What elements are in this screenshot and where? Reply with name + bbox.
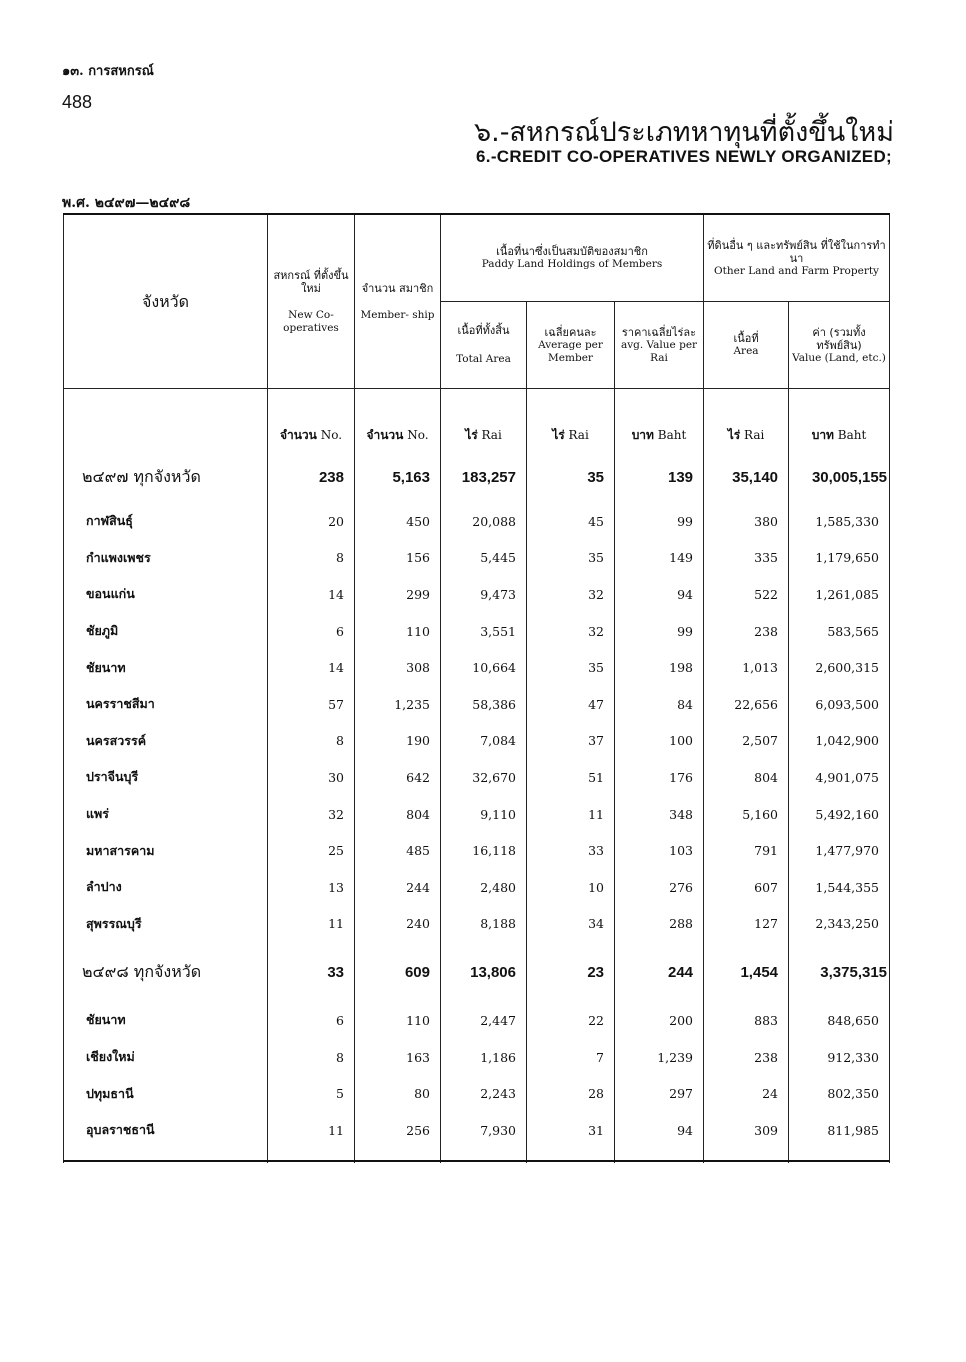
- membership-header: [355, 214, 441, 389]
- value-cell: 1,261,085: [789, 576, 890, 613]
- value-cell: 31: [527, 1112, 615, 1163]
- value-cell: 335: [704, 540, 789, 577]
- avg-member-header-en: Average per Member: [538, 338, 603, 364]
- value-cell: 2,600,315: [789, 649, 890, 686]
- value-cell: 848,650: [789, 1002, 890, 1039]
- value-cell: 10,664: [441, 649, 527, 686]
- value-cell: 791: [704, 832, 789, 869]
- spacer-cell: [355, 389, 441, 420]
- province-name: ชัยภูมิ: [64, 613, 268, 650]
- credit-cooperatives-table: [63, 213, 890, 1163]
- value-cell: 240: [355, 906, 441, 943]
- value-cell: 16,118: [441, 832, 527, 869]
- year-total-row: [64, 451, 890, 503]
- value-cell: 485: [355, 832, 441, 869]
- avg-value-header-en: avg. Value per Rai: [620, 338, 698, 364]
- value-cell: 8: [268, 723, 355, 760]
- value-cell: 11: [268, 906, 355, 943]
- value-cell: 288: [615, 906, 704, 943]
- other-group-header-en: Other Land and Farm Property: [714, 264, 879, 277]
- value-header-thai: ค่า (รวมทั้ง ทรัพย์สิน): [812, 325, 866, 352]
- value-cell: 25: [268, 832, 355, 869]
- unit-en: Rai: [744, 427, 765, 442]
- units-blank-cell: [64, 419, 268, 451]
- value-cell: 11: [527, 796, 615, 833]
- province-row: [64, 906, 890, 943]
- value-cell: 34: [527, 906, 615, 943]
- province-row: [64, 1075, 890, 1112]
- province-name: แพร่: [64, 796, 268, 833]
- total-value-cell: 3,375,315: [789, 942, 890, 1002]
- value-cell: 32,670: [441, 759, 527, 796]
- value-header-en: Value (Land, etc.): [792, 351, 886, 364]
- value-cell: 35: [527, 540, 615, 577]
- unit-en: Rai: [481, 427, 502, 442]
- value-cell: 804: [355, 796, 441, 833]
- province-name: ปทุมธานี: [64, 1075, 268, 1112]
- value-cell: 309: [704, 1112, 789, 1163]
- total-value-cell: 13,806: [441, 942, 527, 1002]
- unit-thai: ไร่: [465, 427, 478, 442]
- total-value-cell: 244: [615, 942, 704, 1002]
- unit-thai: จำนวน: [366, 427, 404, 442]
- total-value-cell: 1,454: [704, 942, 789, 1002]
- value-cell: 99: [615, 503, 704, 540]
- value-cell: 110: [355, 1002, 441, 1039]
- unit-cell: [527, 419, 615, 451]
- province-name: ขอนแก่น: [64, 576, 268, 613]
- value-cell: 20,088: [441, 503, 527, 540]
- province-row: [64, 503, 890, 540]
- spacer-cell: [268, 389, 355, 420]
- province-name: ชัยนาท: [64, 649, 268, 686]
- total-area-header-en: Total Area: [456, 353, 511, 365]
- value-cell: 5,445: [441, 540, 527, 577]
- province-row: [64, 869, 890, 906]
- value-cell: 3,551: [441, 613, 527, 650]
- total-value-cell: 35,140: [704, 451, 789, 503]
- province-row: [64, 759, 890, 796]
- other-group-header-thai: ที่ดินอื่น ๆ และทรัพย์สิน ที่ใช้ในการทำนา: [707, 238, 886, 265]
- value-cell: 99: [615, 613, 704, 650]
- value-cell: 10: [527, 869, 615, 906]
- paddy-group-header-thai: เนื้อที่นาซึ่งเป็นสมบัติของสมาชิก: [496, 245, 648, 258]
- unit-thai: บาท: [631, 427, 654, 442]
- spacer-cell: [615, 389, 704, 420]
- value-cell: 1,186: [441, 1039, 527, 1076]
- value-cell: 47: [527, 686, 615, 723]
- value-cell: 14: [268, 649, 355, 686]
- province-row: [64, 832, 890, 869]
- province-name: กำแพงเพชร: [64, 540, 268, 577]
- value-cell: 2,480: [441, 869, 527, 906]
- new-coops-header-en: New Co- operatives: [283, 308, 339, 334]
- value-cell: 299: [355, 576, 441, 613]
- value-cell: 30: [268, 759, 355, 796]
- value-cell: 5,160: [704, 796, 789, 833]
- value-cell: 100: [615, 723, 704, 760]
- value-cell: 51: [527, 759, 615, 796]
- value-cell: 20: [268, 503, 355, 540]
- value-cell: 6: [268, 1002, 355, 1039]
- value-cell: 13: [268, 869, 355, 906]
- title-english: 6.-CREDIT CO-OPERATIVES NEWLY ORGANIZED;: [476, 147, 892, 166]
- value-cell: 149: [615, 540, 704, 577]
- value-cell: 127: [704, 906, 789, 943]
- paddy-group-header-en: Paddy Land Holdings of Members: [481, 258, 663, 270]
- province-row: [64, 796, 890, 833]
- total-area-header-thai: เนื้อที่ทั้งสิ้น: [457, 324, 510, 337]
- value-cell: 84: [615, 686, 704, 723]
- value-cell: 450: [355, 503, 441, 540]
- value-cell: 14: [268, 576, 355, 613]
- value-cell: 176: [615, 759, 704, 796]
- province-name: ชัยนาท: [64, 1002, 268, 1039]
- value-cell: 94: [615, 576, 704, 613]
- value-cell: 6,093,500: [789, 686, 890, 723]
- province-row: [64, 1039, 890, 1076]
- total-value-cell: 183,257: [441, 451, 527, 503]
- unit-cell: [355, 419, 441, 451]
- avg-value-header: [615, 302, 704, 389]
- province-row: [64, 649, 890, 686]
- value-cell: 5,492,160: [789, 796, 890, 833]
- value-cell: 238: [704, 613, 789, 650]
- total-value-cell: 23: [527, 942, 615, 1002]
- value-cell: 190: [355, 723, 441, 760]
- value-cell: 1,239: [615, 1039, 704, 1076]
- value-cell: 583,565: [789, 613, 890, 650]
- value-cell: 238: [704, 1039, 789, 1076]
- membership-header-thai: จำนวน สมาชิก: [361, 281, 434, 295]
- spacer-cell: [704, 389, 789, 420]
- value-cell: 811,985: [789, 1112, 890, 1163]
- spacer-cell: [527, 389, 615, 420]
- value-cell: 1,477,970: [789, 832, 890, 869]
- value-cell: 607: [704, 869, 789, 906]
- area-header-en: Area: [733, 345, 759, 357]
- province-name: ลำปาง: [64, 869, 268, 906]
- value-cell: 802,350: [789, 1075, 890, 1112]
- spacer-row: [64, 389, 890, 420]
- value-cell: 2,447: [441, 1002, 527, 1039]
- unit-en: No.: [320, 427, 343, 442]
- value-cell: 94: [615, 1112, 704, 1163]
- value-cell: 7: [527, 1039, 615, 1076]
- unit-en: No.: [407, 427, 429, 442]
- table-bottom-rule: [63, 1160, 889, 1162]
- value-cell: 35: [527, 649, 615, 686]
- province-name: สุพรรณบุรี: [64, 906, 268, 943]
- total-area-header: [441, 302, 527, 389]
- value-cell: 198: [615, 649, 704, 686]
- value-cell: 2,343,250: [789, 906, 890, 943]
- total-value-cell: 30,005,155: [789, 451, 890, 503]
- value-cell: 11: [268, 1112, 355, 1163]
- total-value-cell: 5,163: [355, 451, 441, 503]
- value-cell: 8: [268, 1039, 355, 1076]
- province-name: กาฬสินธุ์: [64, 503, 268, 540]
- year-range: พ.ศ. ๒๔๙๗—๒๔๙๘: [62, 195, 191, 211]
- value-cell: 163: [355, 1039, 441, 1076]
- value-cell: 380: [704, 503, 789, 540]
- value-cell: 1,544,355: [789, 869, 890, 906]
- other-group-header: [704, 214, 890, 302]
- area-header: [704, 302, 789, 389]
- value-cell: 1,585,330: [789, 503, 890, 540]
- value-cell: 32: [527, 576, 615, 613]
- province-row: [64, 1002, 890, 1039]
- value-cell: 8,188: [441, 906, 527, 943]
- unit-thai: ไร่: [727, 427, 741, 442]
- table-header: [64, 214, 890, 389]
- unit-cell: [704, 419, 789, 451]
- unit-en: Baht: [837, 427, 867, 442]
- value-cell: 1,042,900: [789, 723, 890, 760]
- value-cell: 912,330: [789, 1039, 890, 1076]
- paddy-group-header: [441, 214, 704, 302]
- year-total-label: ๒๔๙๘ ทุกจังหวัด: [64, 942, 268, 1002]
- unit-en: Rai: [568, 427, 589, 442]
- value-cell: 804: [704, 759, 789, 796]
- value-cell: 110: [355, 613, 441, 650]
- value-cell: 80: [355, 1075, 441, 1112]
- table-body: [64, 389, 890, 1163]
- value-cell: 276: [615, 869, 704, 906]
- value-cell: 308: [355, 649, 441, 686]
- value-cell: 297: [615, 1075, 704, 1112]
- value-cell: 37: [527, 723, 615, 760]
- value-cell: 348: [615, 796, 704, 833]
- province-row: [64, 576, 890, 613]
- new-coops-header-thai: สหกรณ์ ที่ตั้งขึ้นใหม่: [273, 268, 349, 295]
- total-value-cell: 139: [615, 451, 704, 503]
- value-cell: 883: [704, 1002, 789, 1039]
- unit-cell: [268, 419, 355, 451]
- value-cell: 33: [527, 832, 615, 869]
- value-cell: 156: [355, 540, 441, 577]
- units-row: [64, 419, 890, 451]
- value-cell: 103: [615, 832, 704, 869]
- unit-thai: ไร่: [552, 427, 565, 442]
- value-cell: 32: [527, 613, 615, 650]
- value-cell: 200: [615, 1002, 704, 1039]
- province-name: นครราชสีมา: [64, 686, 268, 723]
- value-cell: 9,110: [441, 796, 527, 833]
- section-label: ๑๓. การสหกรณ์: [62, 64, 154, 79]
- total-value-cell: 609: [355, 942, 441, 1002]
- unit-en: Baht: [657, 427, 687, 442]
- avg-member-header-thai: เฉลี่ยคนละ: [544, 325, 597, 339]
- avg-value-header-thai: ราคาเฉลี่ยไร่ละ: [621, 325, 697, 339]
- value-cell: 4,901,075: [789, 759, 890, 796]
- total-value-cell: 33: [268, 942, 355, 1002]
- value-cell: 9,473: [441, 576, 527, 613]
- value-cell: 24: [704, 1075, 789, 1112]
- unit-cell: [441, 419, 527, 451]
- value-cell: 28: [527, 1075, 615, 1112]
- value-cell: 8: [268, 540, 355, 577]
- value-cell: 22,656: [704, 686, 789, 723]
- province-row: [64, 1112, 890, 1163]
- value-cell: 58,386: [441, 686, 527, 723]
- value-cell: 22: [527, 1002, 615, 1039]
- page-number: 488: [62, 92, 93, 112]
- province-name: ปราจีนบุรี: [64, 759, 268, 796]
- value-cell: 1,179,650: [789, 540, 890, 577]
- title-thai: ๖.-สหกรณ์ประเภทหาทุนที่ตั้งขึ้นใหม่: [473, 117, 894, 148]
- new-coops-header: [268, 214, 355, 389]
- value-cell: 1,013: [704, 649, 789, 686]
- province-header: จังหวัด: [64, 214, 268, 389]
- value-cell: 7,084: [441, 723, 527, 760]
- spacer-cell: [441, 389, 527, 420]
- value-cell: 45: [527, 503, 615, 540]
- value-cell: 1,235: [355, 686, 441, 723]
- value-cell: 57: [268, 686, 355, 723]
- province-row: [64, 686, 890, 723]
- unit-thai: บาท: [811, 427, 834, 442]
- province-row: [64, 613, 890, 650]
- area-header-thai: เนื้อที่: [733, 332, 759, 345]
- province-row: [64, 540, 890, 577]
- avg-member-header: [527, 302, 615, 389]
- province-name: มหาสารคาม: [64, 832, 268, 869]
- value-cell: 244: [355, 869, 441, 906]
- membership-header-en: Member- ship: [360, 308, 435, 321]
- value-cell: 2,243: [441, 1075, 527, 1112]
- value-cell: 522: [704, 576, 789, 613]
- value-cell: 7,930: [441, 1112, 527, 1163]
- unit-cell: [789, 419, 890, 451]
- value-cell: 32: [268, 796, 355, 833]
- total-value-cell: 238: [268, 451, 355, 503]
- province-name: อุบลราชธานี: [64, 1112, 268, 1163]
- value-cell: 6: [268, 613, 355, 650]
- value-cell: 5: [268, 1075, 355, 1112]
- value-cell: 256: [355, 1112, 441, 1163]
- unit-cell: [615, 419, 704, 451]
- value-cell: 2,507: [704, 723, 789, 760]
- province-name: นครสวรรค์: [64, 723, 268, 760]
- value-cell: 642: [355, 759, 441, 796]
- value-header: [789, 302, 890, 389]
- spacer-cell: [789, 389, 890, 420]
- year-total-label: ๒๔๙๗ ทุกจังหวัด: [64, 451, 268, 503]
- province-row: [64, 723, 890, 760]
- unit-thai: จำนวน: [279, 427, 317, 442]
- year-total-row: [64, 942, 890, 1002]
- total-value-cell: 35: [527, 451, 615, 503]
- spacer-cell: [64, 389, 268, 420]
- province-name: เชียงใหม่: [64, 1039, 268, 1076]
